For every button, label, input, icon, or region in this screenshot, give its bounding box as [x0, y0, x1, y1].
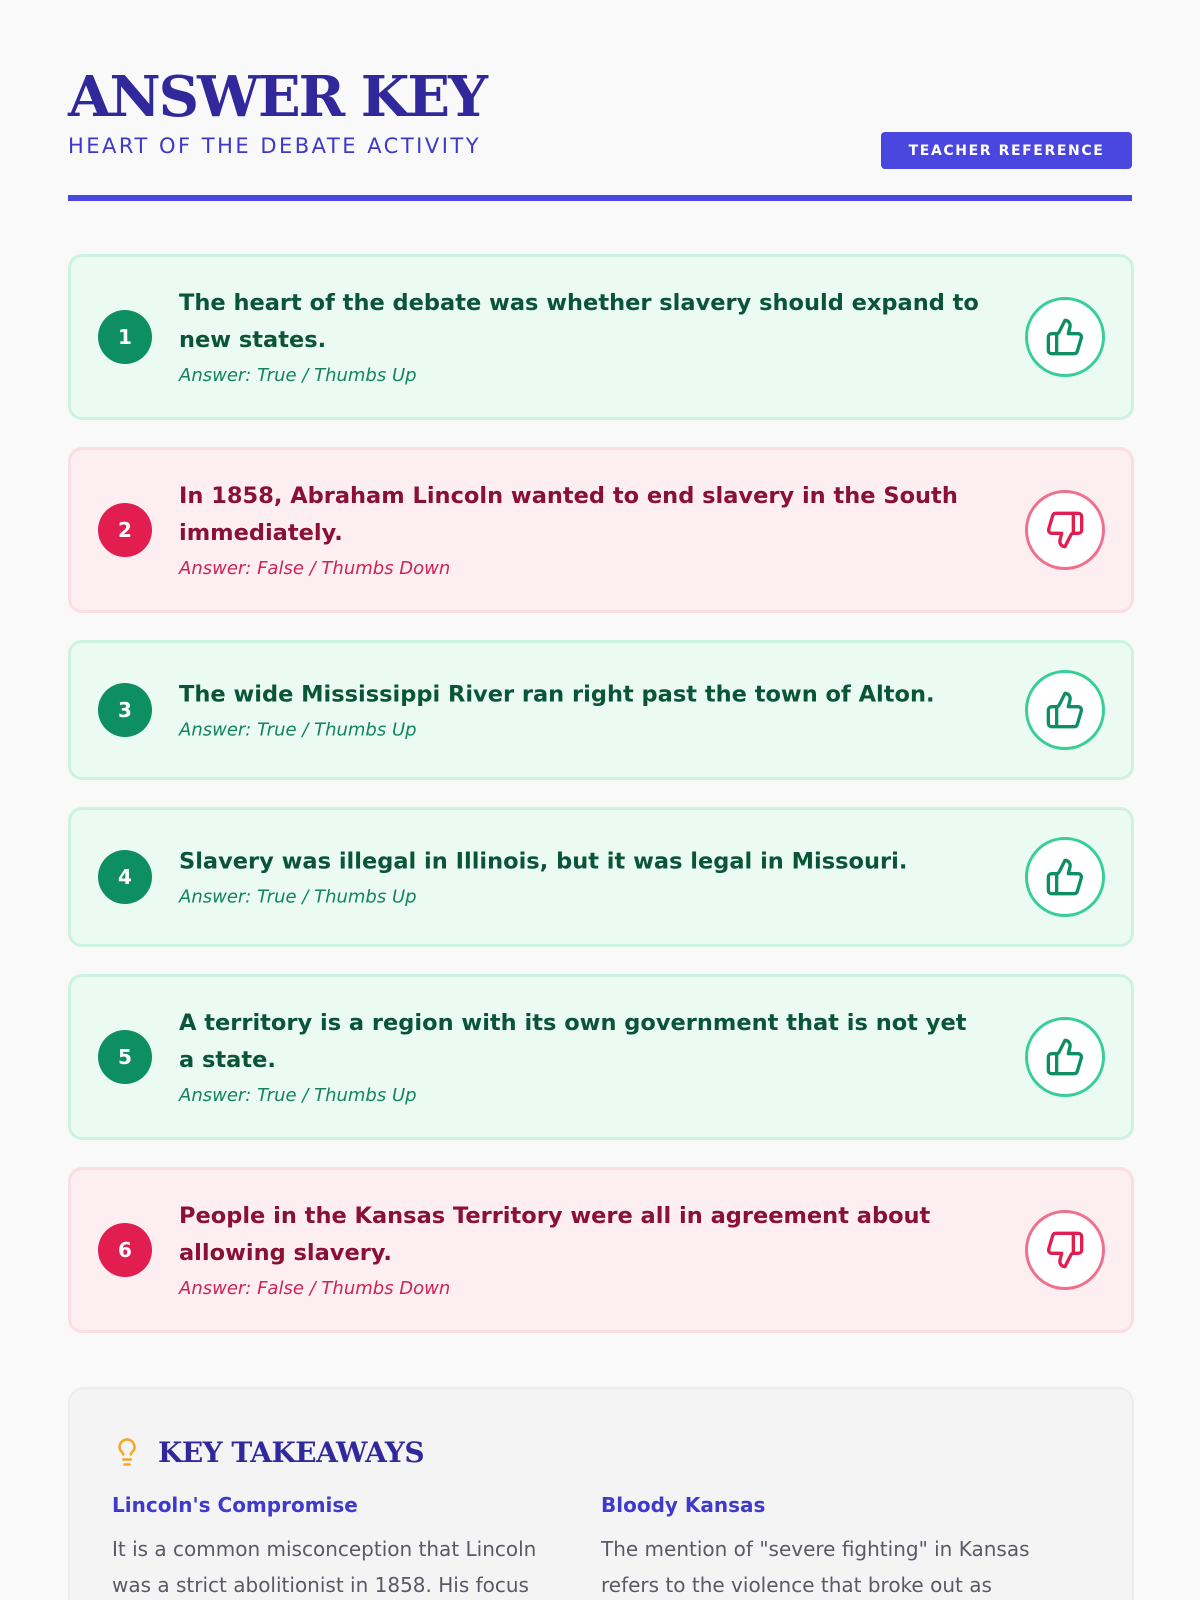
- question-number: 2: [98, 503, 152, 557]
- question-card-3: [68, 640, 1134, 780]
- takeaway-heading: Bloody Kansas: [601, 1493, 766, 1517]
- question-card-5: [68, 974, 1134, 1140]
- thumbs-up-icon: [1025, 1017, 1105, 1097]
- question-number: 4: [98, 850, 152, 904]
- question-content: [179, 1198, 989, 1302]
- question-number: 1: [98, 310, 152, 364]
- page-title: ANSWER KEY: [68, 64, 487, 130]
- takeaway-text: The mention of "severe fighting" in Kansas refers to the violence that broke out as: [601, 1537, 1030, 1597]
- takeaways-title: KEY TAKEAWAYS: [158, 1435, 425, 1469]
- thumbs-down-icon: [1025, 490, 1105, 570]
- answer-text: Answer: True / Thumbs Up: [179, 886, 417, 908]
- key-takeaways-panel: [68, 1387, 1134, 1600]
- question-list: [68, 254, 1132, 1333]
- question-statement: The wide Mississippi River ran right past the town of Alton.: [179, 681, 935, 708]
- thumbs-up-icon: [1025, 837, 1105, 917]
- question-statement: A territory is a region with its own government that is not yet a state.: [179, 1010, 967, 1073]
- takeaway-column: [601, 1493, 1090, 1600]
- takeaways-columns: [112, 1493, 1090, 1600]
- question-statement: People in the Kansas Territory were all in agreement about allowing slavery.: [179, 1203, 931, 1266]
- question-number: 3: [98, 683, 152, 737]
- question-card-6: [68, 1167, 1134, 1333]
- question-number: 5: [98, 1030, 152, 1084]
- thumbs-down-icon: [1025, 1210, 1105, 1290]
- answer-text: Answer: True / Thumbs Up: [179, 365, 417, 386]
- answer-text: Answer: False / Thumbs Down: [179, 1278, 451, 1299]
- thumbs-up-icon: [1025, 670, 1105, 750]
- question-card-1: [68, 254, 1134, 420]
- question-statement: The heart of the debate was whether slavery should expand to new states.: [179, 290, 979, 353]
- answer-text: Answer: True / Thumbs Up: [179, 719, 417, 741]
- teacher-reference-badge: TEACHER REFERENCE: [881, 132, 1132, 169]
- takeaway-column: [112, 1493, 601, 1600]
- question-number: 6: [98, 1223, 152, 1277]
- question-statement: Slavery was illegal in Illinois, but it was legal in Missouri.: [179, 848, 908, 875]
- thumbs-up-icon: [1025, 297, 1105, 377]
- takeaway-heading: Lincoln's Compromise: [112, 1493, 358, 1517]
- lightbulb-icon: [112, 1435, 142, 1469]
- takeaways-header: [112, 1435, 1090, 1469]
- question-content: [179, 1005, 989, 1109]
- question-content: [179, 285, 989, 389]
- question-card-4: [68, 807, 1134, 947]
- question-content: [179, 677, 989, 744]
- question-content: [179, 478, 989, 582]
- question-card-2: [68, 447, 1134, 613]
- header: [68, 64, 1132, 201]
- question-statement: In 1858, Abraham Lincoln wanted to end slavery in the South immediately.: [179, 483, 958, 546]
- answer-text: Answer: True / Thumbs Up: [179, 1085, 417, 1106]
- answer-text: Answer: False / Thumbs Down: [179, 558, 451, 579]
- page-subtitle: HEART OF THE DEBATE ACTIVITY: [68, 134, 482, 158]
- question-content: [179, 844, 989, 911]
- takeaway-text: It is a common misconception that Lincoln was a strict abolitionist in 1858. His focus: [112, 1537, 537, 1597]
